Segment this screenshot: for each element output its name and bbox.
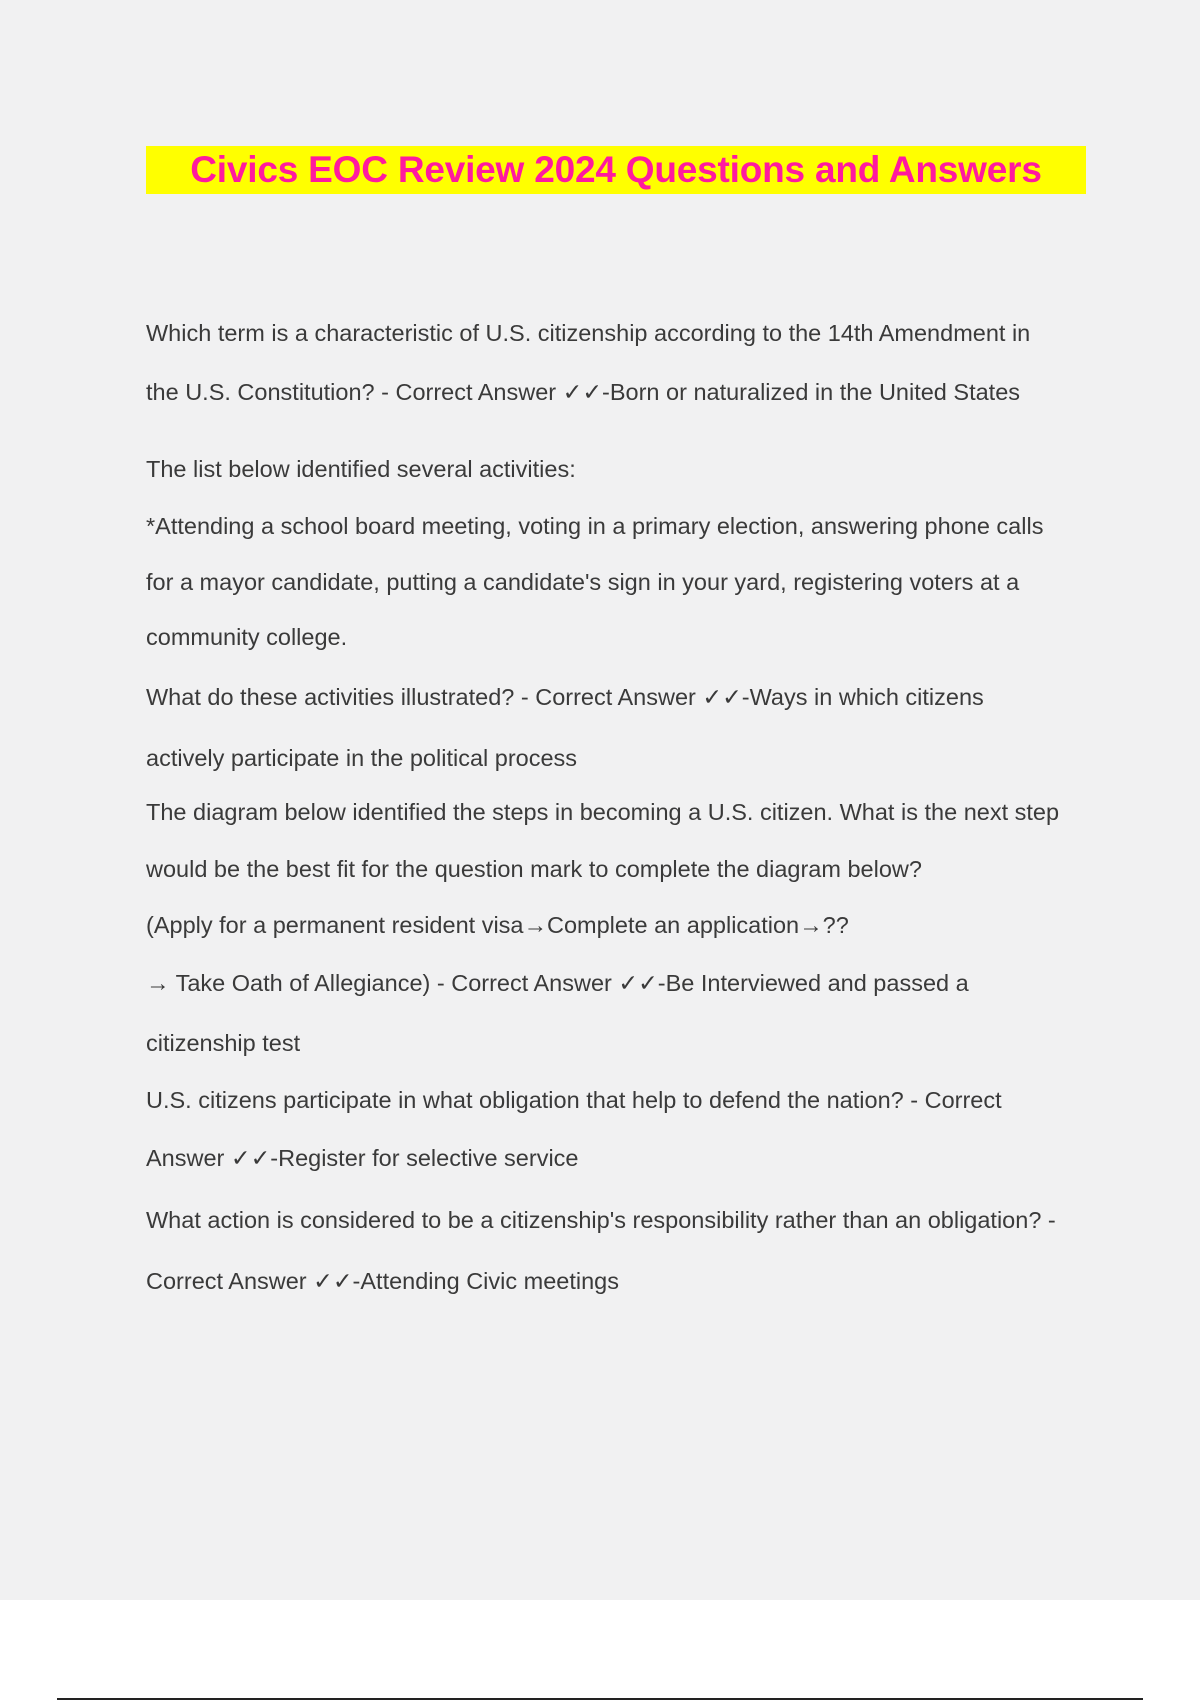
qa-2-line-3: for a mayor candidate, putting a candidate's sign in your yard, registering voters at a xyxy=(146,569,1020,595)
qa-3-line-1: The diagram below identified the steps in becoming a U.S. citizen. What is the next step xyxy=(146,799,1060,825)
qa-2-line-1: The list below identified several activities: xyxy=(146,456,576,482)
qa-5-line-1: What action is considered to be a citizenship's responsibility rather than an obligation? - xyxy=(146,1207,1056,1233)
qa-2-line-5: What do these activities illustrated? - Correct Answer ✓✓-Ways in which citizens xyxy=(146,684,984,710)
qa-3-line-3: (Apply for a permanent resident visa→Complete an application→?? xyxy=(146,912,849,938)
qa-1-line-2: the U.S. Constitution? - Correct Answer ✓✓-Born or naturalized in the United States xyxy=(146,379,1021,405)
qa-5-line-2: Correct Answer ✓✓-Attending Civic meetings xyxy=(146,1268,619,1294)
qa-4-line-2: Answer ✓✓-Register for selective service xyxy=(146,1145,579,1171)
qa-3-line-4: → Take Oath of Allegiance) - Correct Answer ✓✓-Be Interviewed and passed a xyxy=(146,970,969,996)
qa-4-line-1: U.S. citizens participate in what obligation that help to defend the nation? - Correct xyxy=(146,1087,1002,1113)
qa-3-line-5: citizenship test xyxy=(146,1030,301,1056)
qa-2-line-4: community college. xyxy=(146,624,348,650)
qa-1-line-1: Which term is a characteristic of U.S. citizenship according to the 14th Amendment in xyxy=(146,320,1031,346)
qa-2-line-6: actively participate in the political process xyxy=(146,745,578,771)
title-highlight xyxy=(146,146,1086,194)
qa-3-line-2: would be the best fit for the question mark to complete the diagram below? xyxy=(146,856,922,882)
qa-2-line-2: *Attending a school board meeting, voting in a primary election, answering phone calls xyxy=(146,513,1044,539)
document-title: Civics EOC Review 2024 Questions and Answers xyxy=(190,149,1042,190)
